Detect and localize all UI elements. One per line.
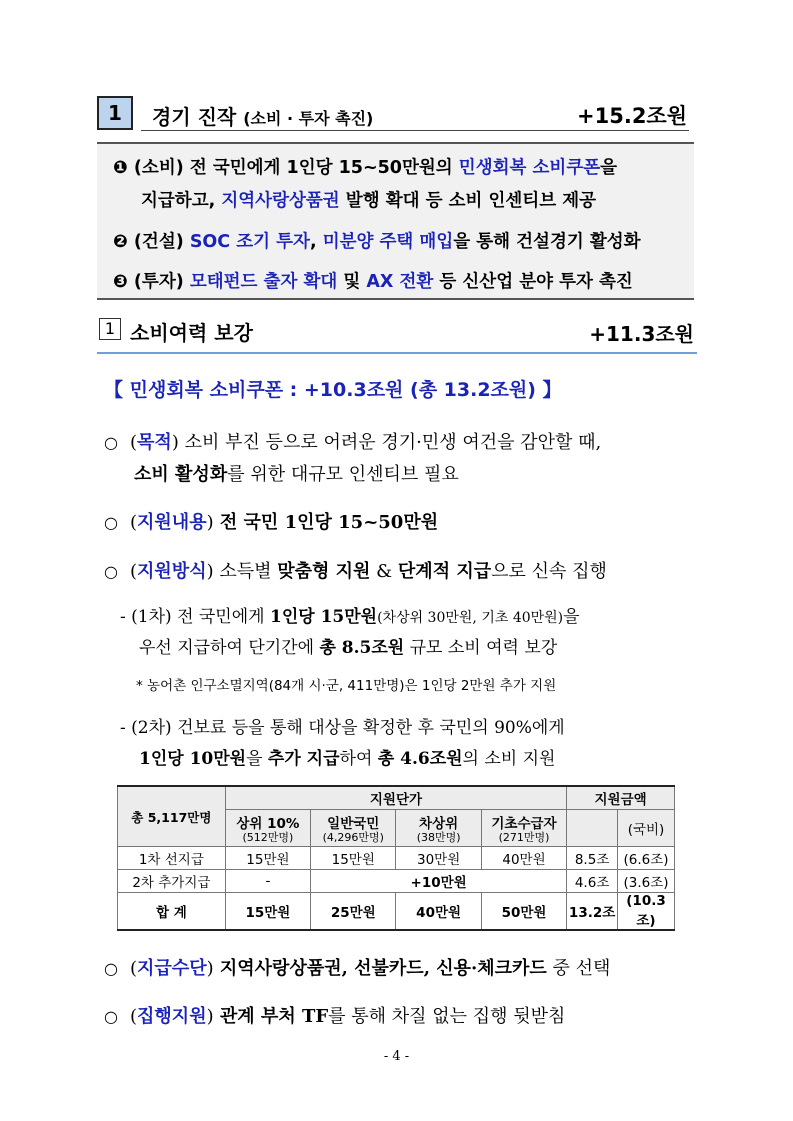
highlight-housing: 미분양 주택 매입 <box>322 232 454 252</box>
number-marker-3: ❸ <box>113 272 128 292</box>
col-header-total <box>567 810 618 847</box>
table-group-amount: 지원금액 <box>567 786 675 810</box>
subsection-underline <box>97 352 697 354</box>
paren: ) <box>206 561 214 582</box>
text: (투자) <box>127 272 190 292</box>
support-table <box>117 785 675 931</box>
text: 을 <box>563 607 580 627</box>
col-name: 일반국민 <box>327 816 380 832</box>
second-round-line-2 <box>139 744 555 769</box>
bullet-marker: ○ <box>104 513 118 532</box>
text: (소비) 전 국민에게 1인당 15~50만원의 <box>127 158 459 178</box>
bullet-marker: ○ <box>104 959 118 978</box>
bold-text: 단계적 지급 <box>397 561 492 582</box>
text: 를 통해 차질 없는 집행 뒷받침 <box>328 1006 566 1027</box>
dash: - <box>120 718 132 738</box>
bullet-content <box>104 508 438 534</box>
text: 발행 확대 등 소비 인센티브 제공 <box>339 191 597 211</box>
table-group-unit: 지원단가 <box>225 786 566 810</box>
summary-item-2 <box>113 228 641 253</box>
table-row-total <box>118 893 675 931</box>
bullet-label-execution: 집행지원 <box>137 1006 207 1027</box>
highlight-voucher: 지역사랑상품권 <box>221 191 340 211</box>
section-title <box>152 101 373 130</box>
text: 등 신산업 분야 투자 촉진 <box>433 272 633 292</box>
paren: ( <box>130 512 138 533</box>
text: (2차) 건보료 등을 통해 대상을 확정한 후 국민의 90%에게 <box>131 718 565 738</box>
col-header-top10 <box>225 810 310 847</box>
page-number: - 4 - <box>383 1049 410 1064</box>
dash: - <box>120 607 132 627</box>
text: 중 선택 <box>546 958 611 979</box>
coupon-heading: 【 민생회복 소비쿠폰 : +10.3조원 (총 13.2조원) 】 <box>104 379 562 401</box>
highlight-coupon: 민생회복 소비쿠폰 <box>458 158 601 178</box>
cell-merged: +10만원 <box>311 870 567 893</box>
cell: 30만원 <box>396 847 481 870</box>
text: (1차) 전 국민에게 <box>131 607 270 627</box>
subsection-number-box: 1 <box>99 318 121 340</box>
col-header-near-poor <box>396 810 481 847</box>
paren: ) <box>206 958 214 979</box>
summary-item-3 <box>113 268 633 293</box>
bullet-execution <box>104 1002 565 1028</box>
section-title-main: 경기 진작 <box>152 105 237 129</box>
bold-text: 맞춤형 지원 <box>277 561 371 582</box>
paren: ( <box>130 432 138 453</box>
section-amount: +15.2조원 <box>577 104 687 128</box>
first-round-line-2 <box>139 633 557 658</box>
bullet-label-content: 지원내용 <box>137 512 207 533</box>
highlight-ax: AX 전환 <box>366 272 434 292</box>
bold-text: 총 4.6조원 <box>377 749 463 769</box>
text: 을 <box>246 749 268 769</box>
paren: ) <box>171 432 179 453</box>
bullet-marker: ○ <box>104 433 118 452</box>
paren: ) <box>206 1006 214 1027</box>
subsection-amount: +11.3조원 <box>589 322 694 346</box>
number-marker-1: ❶ <box>113 158 128 178</box>
cell-gov: (6.6조) <box>618 847 675 870</box>
second-round-line-1 <box>120 713 565 738</box>
paren: ) <box>206 512 214 533</box>
text: 지급하고, <box>141 191 222 211</box>
bold-text: 전 국민 1인당 15~50만원 <box>213 512 439 533</box>
cell: - <box>225 870 310 893</box>
cell: 50만원 <box>481 893 566 931</box>
bullet-purpose-line-1 <box>104 428 601 454</box>
section-title-sub: (소비 · 투자 촉진) <box>243 109 374 128</box>
text: 을 통해 건설경기 활성화 <box>453 232 641 252</box>
text: 하여 <box>339 749 378 769</box>
paren: ( <box>130 958 138 979</box>
table-row <box>118 870 675 893</box>
cell: 15만원 <box>225 893 310 931</box>
table-row <box>118 847 675 870</box>
col-sub: (38만명) <box>416 831 461 844</box>
bullet-label-purpose: 목적 <box>137 432 172 453</box>
section-underline <box>141 130 689 131</box>
bullet-marker: ○ <box>104 562 118 581</box>
cell: 40만원 <box>396 893 481 931</box>
subsection-title: 소비여력 보강 <box>130 321 253 345</box>
bold-text: 1인당 15만원 <box>269 607 378 627</box>
small-text: (차상위 30만원, 기초 40만원) <box>377 610 564 626</box>
col-sub: (4,296만명) <box>322 831 384 844</box>
col-header-gov: (국비) <box>618 810 675 847</box>
text: 를 위한 대규모 인센티브 필요 <box>227 464 459 485</box>
table-corner: 총 5,117만명 <box>118 786 226 847</box>
bullet-method <box>104 557 607 583</box>
col-sub: (271만명) <box>498 831 550 844</box>
cell: 15만원 <box>225 847 310 870</box>
bullet-label-method: 지원방식 <box>137 561 207 582</box>
cell: 40만원 <box>481 847 566 870</box>
col-sub: (512만명) <box>242 831 294 844</box>
bullet-means <box>104 954 610 980</box>
footnote: * 농어촌 인구소멸지역(84개 시·군, 411만명)은 1인당 2만원 추가 지원 <box>136 678 557 694</box>
bold-text: 총 8.5조원 <box>319 638 405 658</box>
bullet-label-means: 지급수단 <box>137 958 207 979</box>
highlight-fund: 모태펀드 출자 확대 <box>189 272 338 292</box>
bullet-marker: ○ <box>104 1007 118 1026</box>
cell-total: 13.2조 <box>567 893 618 931</box>
paren: ( <box>130 1006 138 1027</box>
text: 으로 신속 집행 <box>491 561 607 582</box>
col-name: 차상위 <box>419 816 459 832</box>
bold-text: 관계 부처 TF <box>213 1006 329 1027</box>
paren: ( <box>130 561 138 582</box>
cell-total: 4.6조 <box>567 870 618 893</box>
summary-item-1-line-1 <box>113 154 617 179</box>
bold-text: 소비 활성화 <box>134 464 228 485</box>
number-marker-2: ❷ <box>113 232 128 252</box>
text: & <box>370 561 398 582</box>
first-round-line-1 <box>120 602 580 627</box>
cell-total: 8.5조 <box>567 847 618 870</box>
text: 우선 지급하여 단기간에 <box>139 638 320 658</box>
summary-item-1-line-2 <box>141 187 596 212</box>
cell: 15만원 <box>311 847 396 870</box>
col-header-general <box>311 810 396 847</box>
bold-text: 1인당 10만원 <box>139 749 247 769</box>
bold-text: 추가 지급 <box>267 749 340 769</box>
col-name: 상위 10% <box>236 816 300 832</box>
col-name: 기초수급자 <box>491 816 557 832</box>
text: 규모 소비 여력 보강 <box>404 638 558 658</box>
bullet-purpose-line-2 <box>134 460 459 486</box>
cell-gov: (3.6조) <box>618 870 675 893</box>
text: 을 <box>600 158 618 178</box>
col-header-basic <box>481 810 566 847</box>
highlight-soc: SOC 조기 투자 <box>189 232 310 252</box>
text: , <box>309 232 323 252</box>
bold-text: 지역사랑상품권, 선불카드, 신용·체크카드 <box>213 958 547 979</box>
text: 소비 부진 등으로 어려운 경기·민생 여건을 감안할 때, <box>178 432 602 453</box>
cell-gov: (10.3조) <box>618 893 675 931</box>
row-label: 1차 선지급 <box>118 847 226 870</box>
row-label: 2차 추가지급 <box>118 870 226 893</box>
text: (건설) <box>127 232 190 252</box>
section-number-badge: 1 <box>97 96 133 130</box>
text: 의 소비 지원 <box>462 749 556 769</box>
text: 소득별 <box>213 561 278 582</box>
text: 및 <box>337 272 367 292</box>
cell: 25만원 <box>311 893 396 931</box>
row-label: 합 계 <box>118 893 226 931</box>
